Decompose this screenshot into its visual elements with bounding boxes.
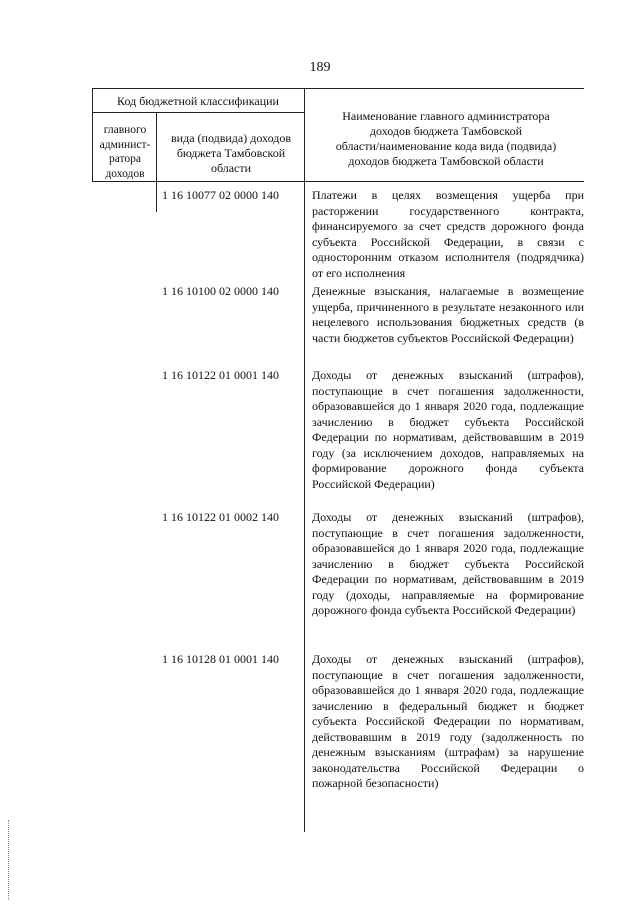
row-code: 1 16 10122 01 0002 140	[162, 510, 279, 524]
header-col1-line: ратора	[108, 153, 142, 165]
header-col2-line: области	[210, 161, 252, 175]
header-col3-line: доходов бюджета Тамбовской области	[348, 154, 544, 168]
row-name: Платежи в целях возмещения ущерба при расторжении государственного контракта, финансируемого за счет средств дорожного фонда субъекта Российской Федерации, в связи с односторонним отказом исполнителя (подрядчика) от его исполнения	[312, 188, 584, 280]
row-name: Доходы от денежных взысканий (штрафов), поступающие в счет погашения задолженности, образовавшейся до 1 января 2020 года, подлежащие зачислению в бюджет субъекта Российской Федерации по нормативам, действовавшим в 2019 году (доходы, направляемые на формирование дорожного фонда субъекта Российской Федерации)	[312, 510, 584, 617]
header-col1-line: админист-	[99, 138, 151, 151]
header-col1-line: главного	[103, 124, 147, 136]
row-name: Доходы от денежных взысканий (штрафов), поступающие в счет погашения задолженности, образовавшейся до 1 января 2020 года, подлежащие зачислению в федеральный бюджет и бюджет субъекта Российской Федерации по нормативам, действовавшим в 2019 году (задолженность по денежным взысканиям (штрафам) за нарушение законодательства Российской Федерации о пожарной безопасности)	[312, 652, 584, 790]
header-col3-line: области/наименование кода вида (подвида)	[335, 139, 557, 153]
page-number: 189	[309, 60, 331, 75]
header-col1	[96, 123, 154, 181]
row-code: 1 16 10128 01 0001 140	[162, 652, 279, 666]
header-group-title: Код бюджетной классификации	[117, 94, 279, 108]
header-col3	[308, 109, 584, 169]
header-group-rule	[92, 112, 304, 113]
row-code: 1 16 10077 02 0000 140	[162, 188, 279, 202]
header-bottom-rule	[92, 181, 584, 182]
row-code: 1 16 10122 01 0001 140	[162, 368, 279, 382]
row-name: Доходы от денежных взысканий (штрафов), поступающие в счет погашения задолженности, образовавшейся до 1 января 2020 года, подлежащие зачислению в бюджет субъекта Российской Федерации по нормативам, действовавшим в 2019 году (за исключением доходов, направляемых на формирование дорожного фонда субъекта Российской Федерации)	[312, 368, 584, 491]
scan-margin-marks	[8, 820, 11, 900]
header-col1-line: доходов	[105, 167, 145, 180]
header-col2-line: вида (подвида) доходов	[171, 131, 291, 145]
header-top-rule	[92, 88, 584, 89]
column-divider-2	[304, 88, 305, 832]
column-divider-left	[92, 88, 93, 182]
header-col2-line: бюджета Тамбовской	[176, 146, 286, 160]
row-name: Денежные взыскания, налагаемые в возмещение ущерба, причиненного в результате незаконного или нецелевого использования бюджетных средств (в части бюджетов субъектов Российской Федерации)	[312, 284, 584, 345]
header-col2	[160, 131, 302, 176]
header-col3-line: Наименование главного администратора	[342, 109, 550, 123]
row-code: 1 16 10100 02 0000 140	[162, 284, 279, 298]
header-col3-line: доходов бюджета Тамбовской	[369, 124, 523, 138]
column-divider-1	[156, 112, 157, 212]
